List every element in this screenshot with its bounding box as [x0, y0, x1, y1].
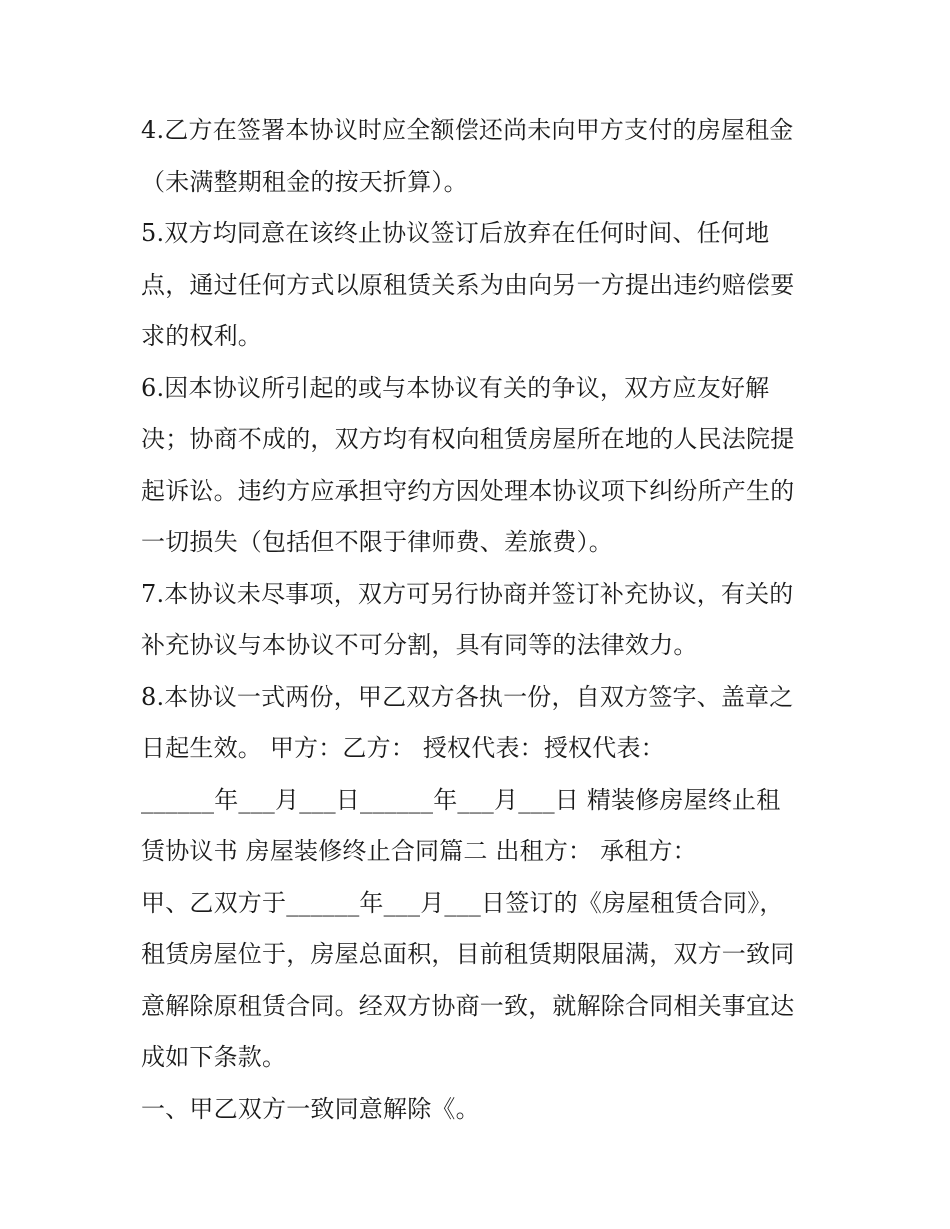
text-line: 租赁房屋位于，房屋总面积，目前租赁期限届满，双方一致同 — [141, 940, 795, 968]
text-line: 6.因本协议所引起的或与本协议有关的争议，双方应友好解 — [141, 373, 770, 402]
text-line: 意解除原租赁合同。经双方协商一致，就解除合同相关事宜达 — [141, 991, 795, 1020]
text-line: 补充协议与本协议不可分割，具有同等的法律效力。 — [141, 631, 698, 659]
text-line: （未满整期租金的按天折算）。 — [141, 167, 468, 196]
text-line: 一切损失（包括但不限于律师费、差旅费）。 — [141, 528, 613, 556]
text-line: 起诉讼。违约方应承担守约方因处理本协议项下纠纷所产生的 — [141, 476, 795, 505]
text-line: 甲、乙双方于______年___月___日签订的《房屋租赁合同》， — [141, 888, 784, 917]
text-line: ______年___月___日______年___月___日 精装修房屋终止租 — [141, 785, 781, 814]
text-line: 点，通过任何方式以原租赁关系为由向另一方提出违约赔偿要 — [141, 270, 795, 299]
text-line: 求的权利。 — [141, 322, 262, 350]
text-line: 成如下条款。 — [141, 1043, 287, 1071]
document-body — [141, 112, 821, 1142]
text-line: 7.本协议未尽事项，双方可另行协商并签订补充协议，有关的 — [141, 579, 794, 608]
text-line: 日起生效。 甲方：乙方： 授权代表：授权代表： — [141, 734, 665, 762]
text-line: 一、甲乙双方一致同意解除《。 — [141, 1094, 480, 1123]
text-line: 5.双方均同意在该终止协议签订后放弃在任何时间、任何地 — [141, 219, 770, 247]
text-line: 4.乙方在签署本协议时应全额偿还尚未向甲方支付的房屋租金 — [141, 116, 794, 144]
text-line: 赁协议书 房屋装修终止合同篇二 出租方： 承租方： — [141, 837, 697, 865]
text-line: 8.本协议一式两份，甲乙双方各执一份，自双方签字、盖章之 — [141, 682, 794, 711]
text-line: 决；协商不成的，双方均有权向租赁房屋所在地的人民法院提 — [141, 425, 795, 453]
